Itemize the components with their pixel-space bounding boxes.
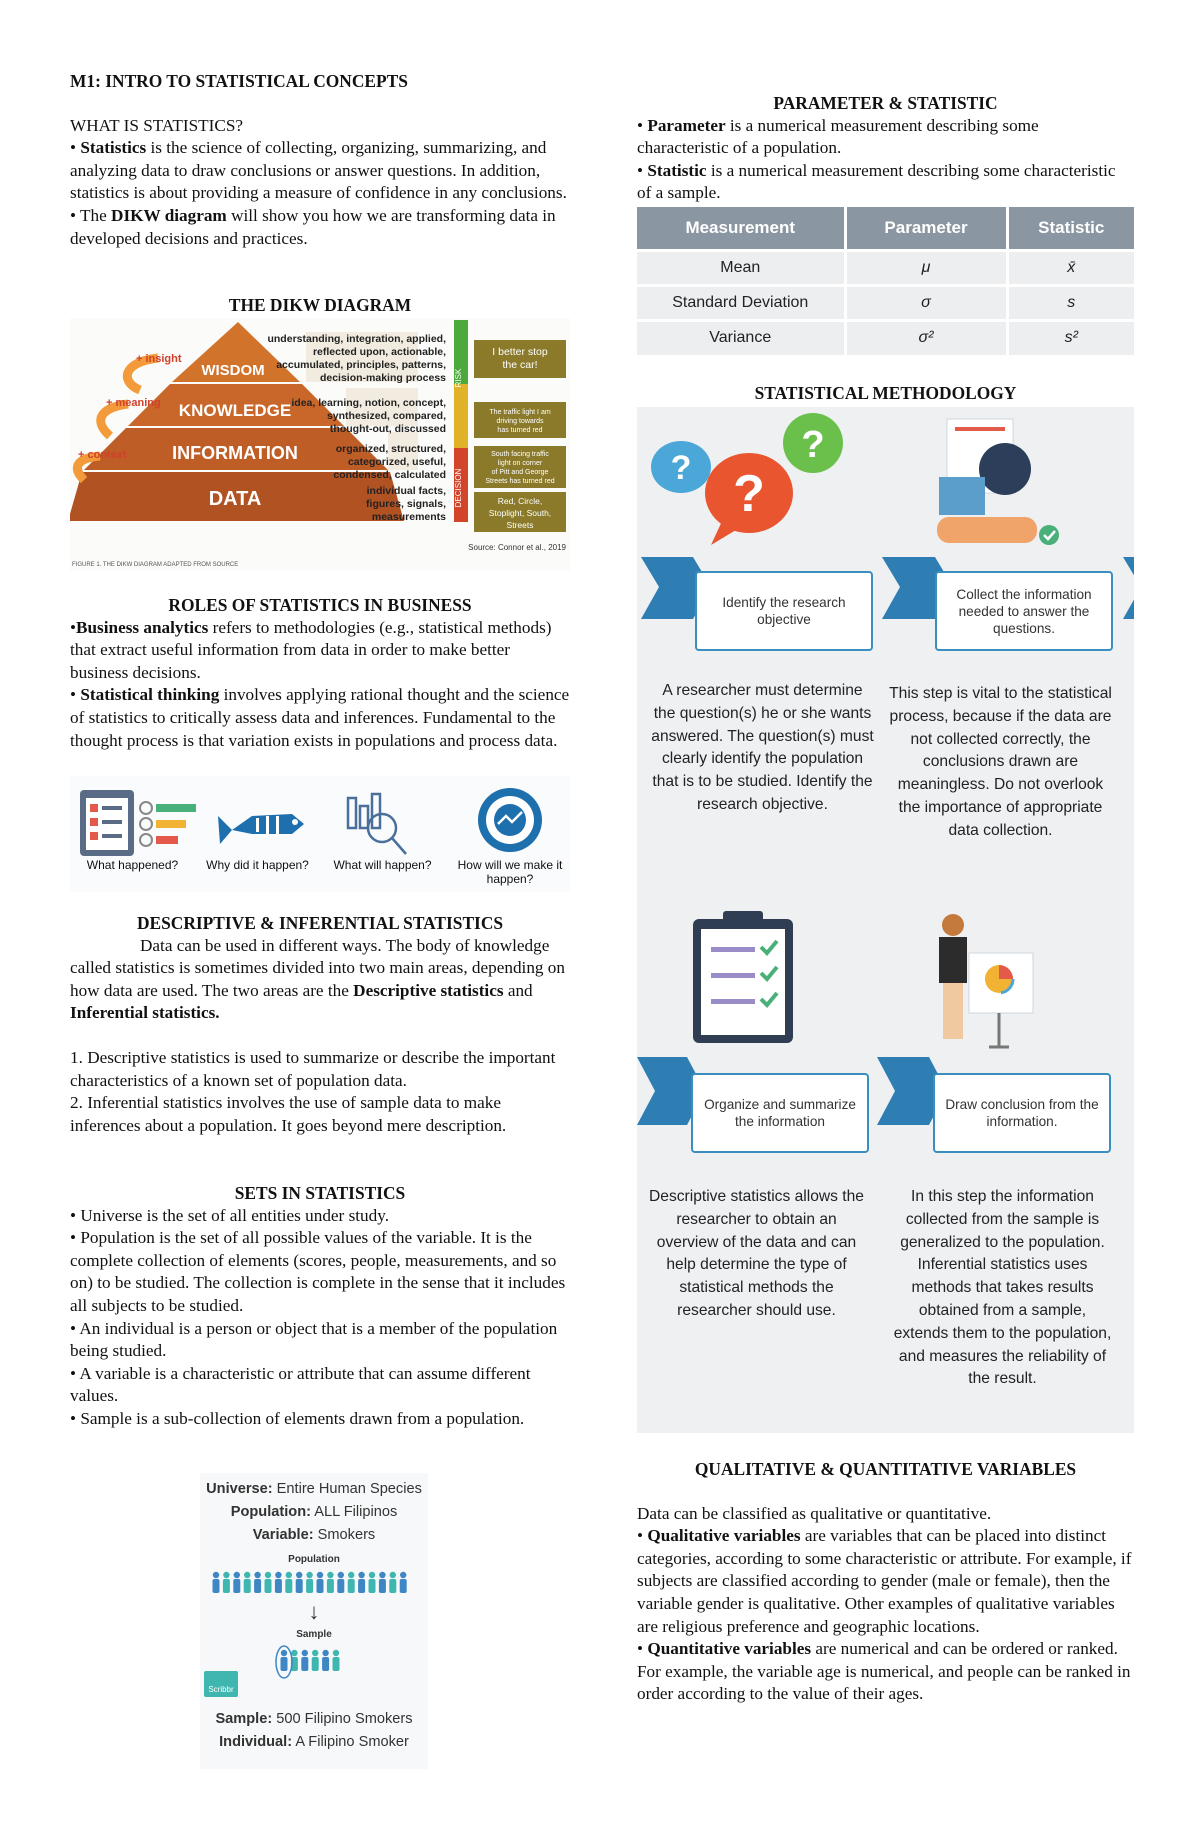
svg-text:?: ? [670, 449, 692, 487]
sf-arrow: ↓ [308, 1599, 320, 1624]
descriptive-and: and [503, 980, 533, 1000]
population-person-icon [327, 1572, 334, 1593]
sf-individual-value: A Filipino Smoker [292, 1734, 409, 1750]
population-person-icon [306, 1572, 313, 1593]
step-3-box: Organize and summarize the information [691, 1073, 869, 1153]
sf-individual [200, 1734, 428, 1750]
svg-text:?: ? [733, 465, 765, 523]
arrow-label-meaning: + meaning [106, 397, 161, 409]
step-2-box: Collect the information needed to answer the questions. [935, 571, 1113, 651]
qualitative-block [637, 1458, 1134, 1706]
desc-data-1: individual facts, [366, 485, 446, 497]
dikw-intro-prefix: The [80, 205, 112, 225]
desc-wisdom-3: accumulated, principles, patterns, [276, 359, 446, 371]
population-person-icon [285, 1572, 292, 1593]
parameter-block [637, 92, 1134, 205]
dikw-intro-text: will show you how we are transforming data in developed decisions and practices. [70, 205, 556, 248]
population-person-icon [389, 1572, 396, 1593]
table-cell: σ [845, 285, 1007, 320]
sf-variable [200, 1527, 428, 1543]
qualitative-heading: QUALITATIVE & QUANTITATIVE VARIABLES [694, 1459, 1077, 1479]
sf-sample-label: Sample: [215, 1711, 273, 1727]
example-data-2: Stoplight, South, [488, 508, 552, 518]
sets-item-universe-text: Universe is the set of all entities under study. [80, 1205, 389, 1225]
population-person-icon [400, 1572, 407, 1593]
business-analytics-term: Business analytics [76, 617, 209, 637]
table-cell: Mean [637, 250, 845, 285]
desc-wisdom-2: reflected upon, actionable, [312, 346, 446, 358]
checklist-clipboard-icon [693, 911, 793, 1043]
example-information-3: of Pitt and George [491, 469, 549, 476]
parameter-definition-text: is a numerical measurement describing some characteristic of a population. [637, 115, 1039, 158]
descriptive-block [70, 912, 570, 1137]
table-row [637, 285, 1134, 320]
desc-knowledge-1: idea, learning, notion, concept, [291, 397, 446, 409]
sets-item-variable-text: A variable is a characteristic or attribute that can assume different values. [70, 1363, 531, 1406]
desc-knowledge-2: synthesized, compared, [326, 410, 446, 422]
quantitative-term: Quantitative variables [647, 1639, 812, 1659]
svg-text:?: ? [801, 424, 825, 466]
level-label-data: DATA [208, 488, 262, 510]
what-will-happen-icon [348, 794, 406, 854]
parameter-heading: PARAMETER & STATISTIC [773, 93, 998, 113]
step-4-text: In this step the information collected from the sample is generalized to the population. Inferential statistics uses methods that takes results obtained from a sample, extends them to the population, and measures the reliability of the result. [893, 1188, 1112, 1388]
roles-block [70, 594, 570, 752]
example-knowledge-2: driving towards [496, 418, 544, 425]
statistics-definition-text: is the science of collecting, organizing, summarizing, and analyzing data to draw conclusions or answer questions. In addition, statistics is about providing a measure of confidence in any conclusions. [70, 138, 567, 203]
sets-item-universe: • Universe is the set of all entities under study. [70, 1205, 389, 1225]
sf-population-label: Population: [230, 1504, 311, 1520]
population-person-icon [275, 1572, 282, 1593]
business-analytics-item: •Business analytics refers to methodologies (e.g., statistical methods) that extract useful information from data in order to make better business decisions. [70, 617, 552, 682]
qualitative-item: • Qualitative variables are variables that can be placed into distinct categories, according to some characteristic or attribute. For example, if subjects are classified according to gender (male or female), then the variable gender is qualitative. Other examples of qualitative variables are religious preference and geographic locations. [637, 1526, 1132, 1636]
quantitative-item: • Quantitative variables are numerical and can be ordered or ranked. For example, the variable age is numerical, and people can be ranked in order according to the value of their ages. [637, 1639, 1131, 1704]
dikw-intro: • The DIKW diagram will show you how we are transforming data in developed decisions and practices. [70, 205, 556, 248]
how-will-we-make-it-happen-icon [478, 788, 542, 852]
roles-heading: ROLES OF STATISTICS IN BUSINESS [168, 595, 472, 615]
population-person-icon [317, 1572, 324, 1593]
population-person-icon [379, 1572, 386, 1593]
dikw-term: DIKW diagram [111, 205, 227, 225]
parameter-term: Parameter [647, 115, 726, 135]
sf-population-value: ALL Filipinos [311, 1504, 398, 1520]
sets-item-population: • Population is the set of all possible values of the variable. It is the complete collection of elements (scores, people, measurements, and so on) to be studied. The collection is complete in the sense that it includes all subjects to be studied. [70, 1228, 566, 1315]
level-label-wisdom: WISDOM [201, 362, 265, 379]
sets-figure [200, 1473, 428, 1769]
sf-universe [200, 1481, 428, 1497]
table-row [637, 250, 1134, 285]
table-header: Parameter [845, 207, 1007, 250]
descriptive-heading: DESCRIPTIVE & INFERENTIAL STATISTICS [136, 913, 504, 933]
descriptive-intro-text: Data can be used in different ways. The body of knowledge called statistics is sometimes divided into two main areas, depending on how data are used. The two areas are the [70, 935, 565, 1000]
statistics-term: Statistics [80, 138, 147, 158]
sample-person-icon [312, 1650, 319, 1671]
side-label-risk: RISK [454, 368, 463, 388]
sets-item-individual: • An individual is a person or object that is a member of the population being studied. [70, 1318, 558, 1361]
sf-sample-caption: Sample [296, 1629, 332, 1640]
step-1-box: Identify the research objective [695, 571, 873, 651]
level-label-information: INFORMATION [172, 443, 298, 463]
level-label-knowledge: KNOWLEDGE [178, 401, 292, 420]
descriptive-point-1: 1. Descriptive statistics is used to summarize or describe the important characteristics of a known set of population data. [70, 1047, 556, 1090]
example-wisdom-1: I better stop [492, 346, 548, 358]
scribbr-logo: Scribbr [204, 1671, 238, 1697]
sample-person-icon [301, 1650, 308, 1671]
table-header-row [637, 207, 1134, 250]
population-person-icon [254, 1572, 261, 1593]
sets-item-individual-text: An individual is a person or object that is a member of the population being studied. [70, 1318, 558, 1361]
population-person-icon [337, 1572, 344, 1593]
sf-universe-label: Universe: [206, 1481, 273, 1497]
document-title: M1: INTRO TO STATISTICAL CONCEPTS [70, 71, 408, 91]
descriptive-point-2: 2. Inferential statistics involves the use of sample data to make inferences about a population. It goes beyond mere description. [70, 1093, 507, 1135]
sets-item-sample: • Sample is a sub-collection of elements drawn from a population. [70, 1408, 525, 1428]
side-label-decision: DECISION [454, 468, 463, 508]
what-happened-icon [80, 790, 196, 856]
step-1-text: A researcher must determine the question(s) he or she wants answered. The question(s) must clearly identify the population that is to be studied. Identify the research objective. [651, 682, 874, 813]
population-person-icon [296, 1572, 303, 1593]
sets-item-variable: • A variable is a characteristic or attribute that can assume different values. [70, 1363, 531, 1406]
statistics-definition: • Statistics is the science of collecting, organizing, summarizing, and analyzing data to draw conclusions or answer questions. In addition, statistics is about providing a measure of confidence in any conclusions. [70, 138, 567, 203]
table-row [637, 320, 1134, 355]
analytics-strip [70, 776, 570, 892]
quantitative-text: are numerical and can be ordered or ranked. For example, the variable age is numerical, and people can be ranked in order according to the value of their ages. [637, 1639, 1131, 1704]
desc-data-2: figures, signals, [366, 498, 446, 510]
qualitative-intro: Data can be classified as qualitative or quantitative. [637, 1503, 992, 1523]
dikw-diagram [70, 318, 570, 571]
qualitative-text: are variables that can be placed into distinct categories, according to some characteristic or attribute. For example, if subjects are classified according to gender (male or female), then the variable gender is qualitative. Other examples of qualitative variables are religious preference and geographic locations. [637, 1526, 1132, 1636]
methodology-infographic [637, 407, 1134, 1433]
example-information-2: light on corner [497, 460, 543, 467]
table-cell: Standard Deviation [637, 285, 845, 320]
sets-heading: SETS IN STATISTICS [234, 1183, 406, 1203]
chevron-arrow [1123, 557, 1134, 619]
dikw-source-right: Source: Connor et al., 2019 [468, 543, 566, 552]
dikw-source-left: FIGURE 1. THE DIKW DIAGRAM ADAPTED FROM SOURCE [72, 562, 239, 568]
desc-data-3: measurements [371, 511, 446, 523]
sf-variable-label: Variable: [252, 1527, 314, 1543]
population-person-icon [348, 1572, 355, 1593]
label-what-will-happen: What will happen? [333, 858, 432, 872]
population-person-icon [233, 1572, 240, 1593]
desc-wisdom-1: understanding, integration, applied, [267, 333, 446, 345]
statistical-thinking-term: Statistical thinking [80, 685, 220, 705]
parameter-statistic-table [637, 207, 1134, 355]
population-person-icon [223, 1572, 230, 1593]
presenter-icon [939, 914, 1033, 1047]
sample-person-icon [281, 1650, 288, 1671]
methodology-heading: STATISTICAL METHODOLOGY [754, 383, 1017, 403]
table-cell: Variance [637, 320, 845, 355]
descriptive-term: Descriptive statistics [353, 980, 504, 1000]
dikw-heading: THE DIKW DIAGRAM [228, 295, 412, 315]
business-analytics-text: refers to methodologies (e.g., statistical methods) that extract useful information from data in order to make better business decisions. [70, 617, 552, 682]
arrow-label-context: + context [78, 449, 127, 461]
sf-universe-value: Entire Human Species [272, 1481, 422, 1497]
example-information-1: South facing traffic [491, 451, 549, 458]
statistic-definition-text: is a numerical measurement describing some characteristic of a sample. [637, 160, 1116, 203]
sets-block [70, 1182, 570, 1431]
step-4-box: Draw conclusion from the information. [933, 1073, 1111, 1153]
sf-individual-label: Individual: [219, 1734, 293, 1750]
population-person-icon [358, 1572, 365, 1593]
sf-population-caption: Population [288, 1554, 340, 1565]
sample-person-icon [322, 1650, 329, 1671]
qualitative-term: Qualitative variables [647, 1526, 801, 1546]
desc-information-3: condensed, calculated [333, 469, 446, 481]
sf-sample-value: 500 Filipino Smokers [272, 1711, 413, 1727]
arrow-label-insight: + insight [136, 353, 182, 365]
table-header: Measurement [637, 207, 845, 250]
desc-knowledge-3: thought-out, discussed [329, 423, 446, 435]
example-information-4: Streets has turned red [485, 478, 555, 485]
statistic-definition: • Statistic is a numerical measurement describing some characteristic of a sample. [637, 160, 1116, 203]
example-wisdom-2: the car! [502, 359, 538, 371]
inferential-term: Inferential statistics. [70, 1003, 220, 1023]
statistic-term: Statistic [647, 160, 707, 180]
table-cell: s² [1007, 320, 1134, 355]
population-person-icon [213, 1572, 220, 1593]
desc-information-1: organized, structured, [335, 443, 446, 455]
population-person-icon [265, 1572, 272, 1593]
desc-wisdom-4: decision-making process [319, 372, 446, 384]
step-3-text: Descriptive statistics allows the researcher to obtain an overview of the data and can help determine the type of statistical methods the researcher should use. [649, 1188, 864, 1319]
population-person-icon [244, 1572, 251, 1593]
descriptive-intro [70, 935, 570, 1025]
sets-item-population-text: Population is the set of all possible values of the variable. It is the complete collection of elements (scores, people, measurements, and so on) to be studied. The collection is complete in the sense that it includes all subjects to be studied. [70, 1228, 566, 1315]
example-knowledge-1: The traffic light I am [489, 409, 551, 416]
table-header: Statistic [1007, 207, 1134, 250]
population-person-icon [369, 1572, 376, 1593]
table-cell: x̄ [1007, 250, 1134, 285]
step-2-text: This step is vital to the statistical process, because if the data are not collected correctly, the conclusions drawn are meaningless. Do not overlook the importance of appropriate data collection. [889, 685, 1112, 839]
why-did-it-happen-icon [218, 814, 304, 844]
label-what-happened: What happened? [86, 858, 179, 872]
what-is-statistics-heading: WHAT IS STATISTICS? [70, 115, 244, 135]
sample-person-icon [333, 1650, 340, 1671]
label-how-will-we-make-it-happen: How will we make it happen? [457, 858, 563, 886]
table-cell: s [1007, 285, 1134, 320]
table-cell: μ [845, 250, 1007, 285]
person-reading-icon [937, 419, 1059, 545]
parameter-definition: • Parameter is a numerical measurement describing some characteristic of a population. [637, 115, 1039, 158]
sf-variable-value: Smokers [313, 1527, 376, 1543]
example-data-3: Streets [506, 520, 534, 530]
label-why-did-it-happen: Why did it happen? [206, 858, 309, 872]
dikw-diagram-svg [70, 318, 570, 571]
statistical-thinking-item: • Statistical thinking involves applying rational thought and the science of statistics to critically assess data and inferences. Fundamental to the thought process is that variation exists in populations and process data. [70, 685, 570, 750]
table-cell: σ² [845, 320, 1007, 355]
desc-information-2: categorized, useful, [347, 456, 446, 468]
intro-block [70, 70, 570, 250]
sets-item-sample-text: Sample is a sub-collection of elements drawn from a population. [80, 1408, 525, 1428]
sf-sample [200, 1711, 428, 1727]
example-data-1: Red, Circle, [497, 496, 543, 506]
sf-population [200, 1504, 428, 1520]
example-knowledge-3: has turned red [497, 427, 543, 434]
statistical-thinking-text: involves applying rational thought and the science of statistics to critically assess data and inferences. Fundamental to the thought process is that variation exists in populations and process data. [70, 685, 570, 750]
question-bubbles-icon [651, 413, 843, 545]
